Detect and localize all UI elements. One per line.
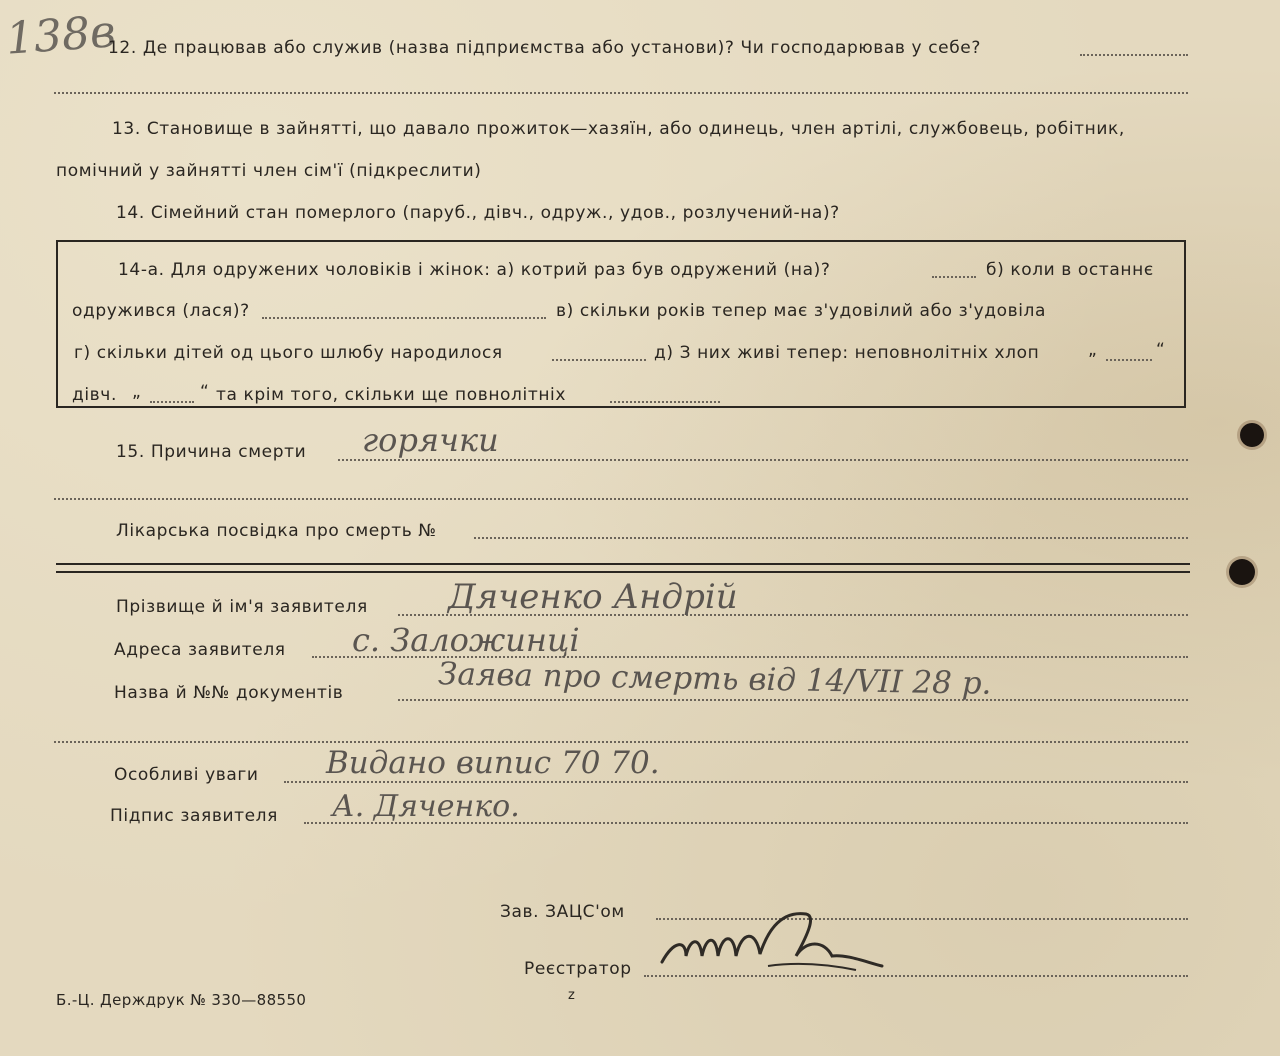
ink-mark: z bbox=[568, 988, 576, 1003]
applicant-name-value: Дяченко Андрій bbox=[448, 577, 738, 617]
q14a-d-quote-close: “ bbox=[1156, 340, 1166, 360]
page-number: 138в bbox=[4, 6, 118, 65]
question-13-line-2: помічний у зайнятті член сім'ї (підкреслити) bbox=[56, 161, 482, 181]
q14a-g-dotted bbox=[552, 359, 646, 361]
q14a-a-dotted bbox=[932, 276, 976, 278]
printer-info: Б.-Ц. Держдрук № 330—88550 bbox=[56, 991, 307, 1009]
question-14a-g: г) скільки дітей од цього шлюбу народилося bbox=[74, 343, 503, 363]
q14a-d-dotted bbox=[1106, 359, 1152, 361]
special-notes-line bbox=[284, 781, 1188, 783]
special-notes-value: Видано випис 70 70. bbox=[326, 745, 660, 781]
applicant-address-label: Адреса заявителя bbox=[114, 640, 286, 660]
medical-certificate-line bbox=[474, 537, 1188, 539]
cause-of-death-value: горячки bbox=[362, 421, 499, 459]
q14a-girls-dotted bbox=[150, 401, 194, 403]
cause-of-death-label: 15. Причина смерти bbox=[116, 442, 307, 462]
q12-dotted-line bbox=[1080, 54, 1188, 56]
head-of-registry-label: Зав. ЗАЦС'ом bbox=[500, 902, 625, 922]
medical-certificate-label: Лікарська посвідка про смерть № bbox=[116, 521, 437, 541]
applicant-name-label: Прізвище й ім'я заявителя bbox=[116, 597, 368, 617]
question-14: 14. Сімейний стан померлого (паруб., дівч., одруж., удов., розлучений-на)? bbox=[116, 203, 840, 223]
section-divider-top bbox=[56, 563, 1190, 565]
applicant-address-value: с. Заложинці bbox=[352, 621, 580, 659]
punch-hole-2 bbox=[1229, 559, 1255, 585]
registrar-label: Реєстратор bbox=[524, 959, 632, 979]
registrar-signature-icon bbox=[656, 900, 896, 980]
question-14a-adults: та крім того, скільки ще повнолітніх bbox=[216, 385, 567, 405]
q14a-b-dotted bbox=[262, 317, 546, 319]
documents-label: Назва й №№ документів bbox=[114, 683, 344, 703]
q12-dotted-line-2 bbox=[54, 92, 1188, 94]
question-12: 12. Де працював або служив (назва підприємства або установи)? Чи господарював у себе? bbox=[108, 38, 981, 58]
cause-of-death-line-2 bbox=[54, 498, 1188, 500]
punch-hole-1 bbox=[1240, 423, 1264, 447]
documents-value: Заява про смерть від 14/VII 28 р. bbox=[437, 656, 992, 702]
question-14a-b: б) коли в останнє bbox=[986, 260, 1154, 280]
applicant-signature-value: А. Дяченко. bbox=[332, 789, 520, 824]
question-14a-a: 14-а. Для одружених чоловіків і жінок: а) котрий раз був одружений (на)? bbox=[118, 260, 831, 280]
section-divider-bottom bbox=[56, 571, 1190, 573]
q14a-adults-dotted bbox=[610, 401, 720, 403]
q14a-girls-quote-close: “ bbox=[200, 382, 210, 402]
special-notes-label: Особливі уваги bbox=[114, 765, 259, 785]
question-14a-v: в) скільки років тепер має з'удовілий або з'удовіла bbox=[556, 301, 1047, 321]
question-14a-b-end: одружився (лася)? bbox=[72, 301, 250, 321]
documents-line bbox=[398, 699, 1188, 701]
q14a-d-quote-open: „ bbox=[1088, 340, 1098, 360]
documents-line-2 bbox=[54, 741, 1188, 743]
question-14a-d: д) З них живі тепер: неповнолітніх хлоп bbox=[654, 343, 1040, 363]
cause-of-death-line bbox=[338, 459, 1188, 461]
question-13-line-1: 13. Становище в зайнятті, що давало прожиток—хазяїн, або одинець, член артілі, службовець, робітник, bbox=[112, 119, 1125, 139]
applicant-signature-label: Підпис заявителя bbox=[110, 806, 278, 826]
q14a-girls-quote-open: „ bbox=[132, 382, 142, 402]
question-14a-girls: дівч. bbox=[72, 385, 117, 405]
